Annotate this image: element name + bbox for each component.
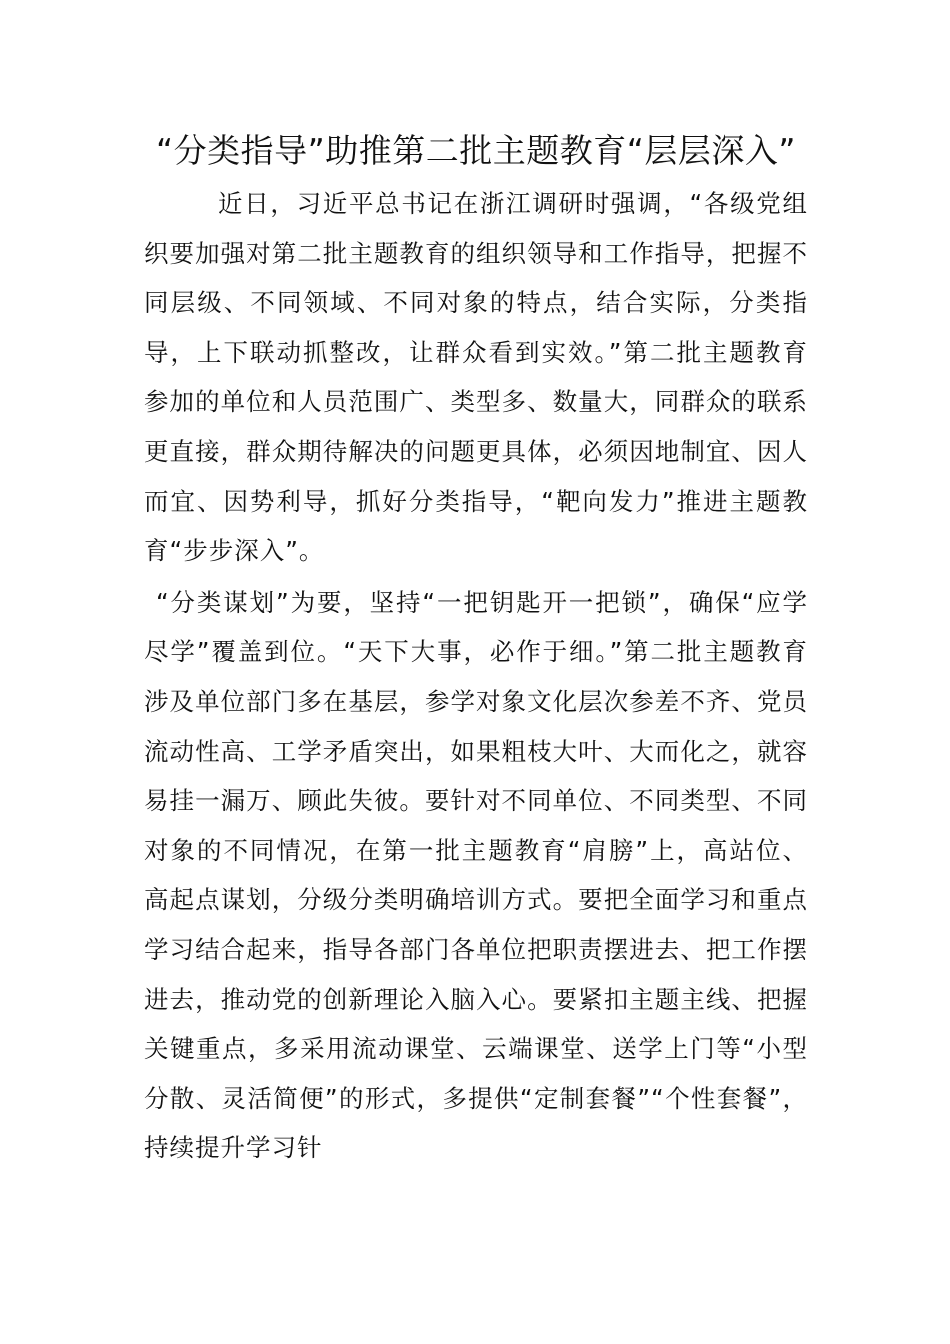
- body-paragraph-2: “分类谋划”为要，坚持“一把钥匙开一把锁”，确保“应学尽学”覆盖到位。“天下大事，必作于细。”第二批主题教育涉及单位部门多在基层，参学对象文化层次参差不齐、党员流动性高、工学矛盾突出，如果粗枝大叶、大而化之，就容易挂一漏万、顾此失彼。要针对不同单位、不同类型、不同对象的不同情况，在第一批主题教育“肩膀”上，高站位、高起点谋划，分级分类明确培训方式。要把全面学习和重点学习结合起来，指导各部门各单位把职责摆进去、把工作摆进去，推动党的创新理论入脑入心。要紧扣主题主线、把握关键重点，多采用流动课堂、云端课堂、送学上门等“小型分散、灵活简便”的形式，多提供“定制套餐”“个性套餐”，持续提升学习针: [144, 587, 808, 1163]
- body-paragraph-1: 近日，习近平总书记在浙江调研时强调，“各级党组织要加强对第二批主题教育的组织领导和工作指导，把握不同层级、不同领域、不同对象的特点，结合实际，分类指导，上下联动抓整改，让群众看到实效。”第二批主题教育参加的单位和人员范围广、类型多、数量大，同群众的联系更直接，群众期待解决的问题更具体，必须因地制宜、因人而宜、因势利导，抓好分类指导，“靶向发力”推进主题教育“步步深入”。: [144, 189, 808, 566]
- document-page: [144, 128, 808, 1173]
- document-title: “分类指导”助推第二批主题教育“层层深入”: [156, 131, 796, 170]
